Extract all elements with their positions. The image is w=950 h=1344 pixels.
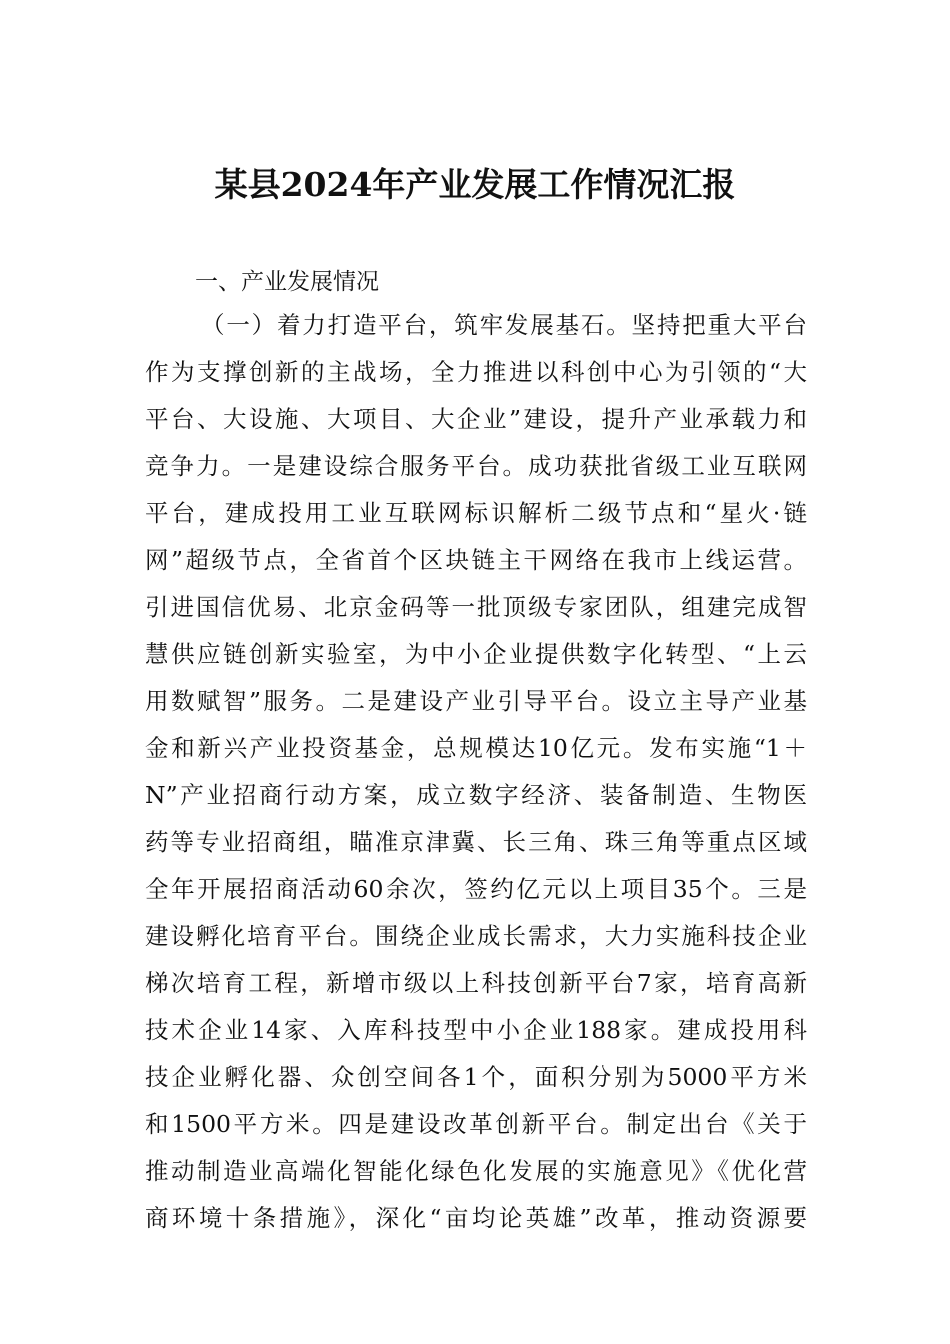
paragraph-line: （一）着力打造平台，筑牢发展基石。坚持把重大平台 bbox=[201, 311, 807, 339]
paragraph-line: 平台、大设施、大项目、大企业”建设，提升产业承载力和 bbox=[145, 405, 807, 433]
section-heading: 一、产业发展情况 bbox=[195, 269, 379, 295]
paragraph-line: 作为支撑创新的主战场，全力推进以科创中心为引领的“大 bbox=[145, 358, 807, 386]
paragraph-line: 用数赋智”服务。二是建设产业引导平台。设立主导产业基 bbox=[145, 687, 807, 715]
paragraph-line: 平台，建成投用工业互联网标识解析二级节点和“星火·链 bbox=[145, 499, 807, 527]
paragraph-line: 技术企业14家、入库科技型中小企业188家。建成投用科 bbox=[145, 1016, 807, 1044]
paragraph-line: 引进国信优易、北京金码等一批顶级专家团队，组建完成智 bbox=[145, 593, 807, 621]
paragraph-line: N”产业招商行动方案，成立数字经济、装备制造、生物医 bbox=[145, 781, 807, 809]
body-paragraph bbox=[145, 302, 815, 1242]
paragraph-line: 和1500平方米。四是建设改革创新平台。制定出台《关于 bbox=[145, 1110, 807, 1138]
paragraph-line: 技企业孵化器、众创空间各1个，面积分别为5000平方米 bbox=[145, 1063, 807, 1091]
paragraph-line: 网”超级节点，全省首个区块链主干网络在我市上线运营。 bbox=[145, 546, 807, 574]
paragraph-line: 推动制造业高端化智能化绿色化发展的实施意见》《优化营 bbox=[145, 1157, 807, 1185]
paragraph-line: 慧供应链创新实验室，为中小企业提供数字化转型、“上云 bbox=[145, 640, 807, 668]
paragraph-line: 梯次培育工程，新增市级以上科技创新平台7家，培育高新 bbox=[145, 969, 807, 997]
paragraph-line: 药等专业招商组，瞄准京津冀、长三角、珠三角等重点区域 bbox=[145, 828, 807, 856]
paragraph-line: 金和新兴产业投资基金，总规模达10亿元。发布实施“1＋ bbox=[145, 734, 807, 762]
paragraph-line: 商环境十条措施》，深化“亩均论英雄”改革，推动资源要 bbox=[145, 1204, 807, 1232]
paragraph-line: 建设孵化培育平台。围绕企业成长需求，大力实施科技企业 bbox=[145, 922, 807, 950]
document-title: 某县2024年产业发展工作情况汇报 bbox=[214, 165, 736, 204]
paragraph-line: 全年开展招商活动60余次，签约亿元以上项目35个。三是 bbox=[145, 875, 807, 903]
paragraph-line: 竞争力。一是建设综合服务平台。成功获批省级工业互联网 bbox=[145, 452, 807, 480]
